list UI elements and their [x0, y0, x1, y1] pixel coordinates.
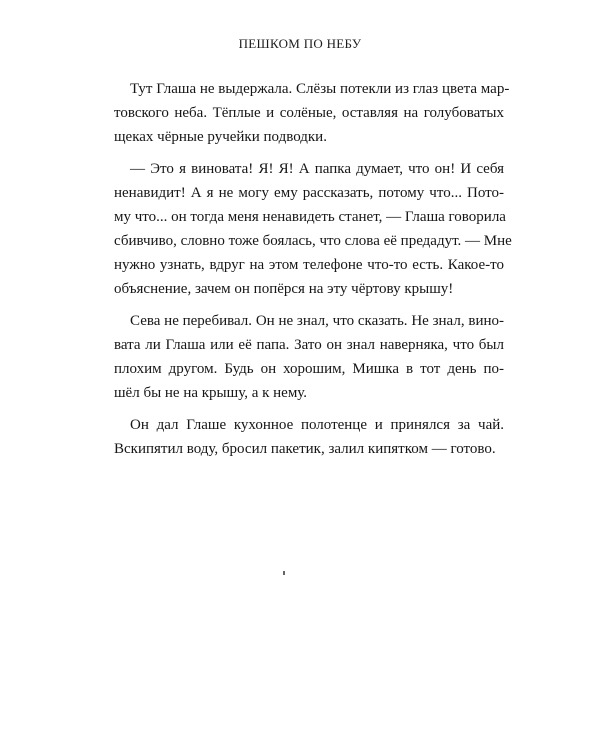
- text-line: Он дал Глаше кухонное полотенце и принялся за чай.: [130, 417, 504, 433]
- paragraph: [114, 157, 512, 301]
- text-line: му что... он тогда меня ненавидеть станет, — Глаша говорила: [114, 209, 506, 225]
- paragraph: [114, 309, 504, 405]
- text-line: сбивчиво, словно тоже боялась, что слова её предадут. — Мне: [114, 233, 512, 249]
- running-head: ПЕШКОМ ПО НЕБУ: [238, 36, 362, 51]
- text-line: вата ли Глаша или её папа. Зато он знал наверняка, что был: [114, 337, 504, 353]
- text-line: товского неба. Тёплые и солёные, оставляя на голубоватых: [114, 105, 504, 121]
- text-line: Вскипятил воду, бросил пакетик, залил кипятком — готово.: [114, 441, 496, 457]
- text-line: ненавидит! А я не могу ему рассказать, потому что... Пото-: [114, 185, 504, 201]
- text-line: шёл бы не на крышу, а к нему.: [114, 385, 308, 401]
- text-line: — Это я виновата! Я! Я! А папка думает, что он! И себя: [130, 161, 504, 177]
- body-text: [114, 77, 512, 469]
- text-line: плохим другом. Будь он хорошим, Мишка в тот день по-: [114, 361, 504, 377]
- text-line: Сева не перебивал. Он не знал, что сказать. Не знал, вино-: [130, 313, 504, 329]
- text-line: Тут Глаша не выдержала. Слёзы потекли из глаз цвета мар-: [130, 81, 510, 97]
- paragraph: [114, 413, 504, 461]
- scan-speck: [283, 571, 289, 573]
- paragraph: [114, 77, 510, 149]
- text-line: объяснение, зачем он попёрся на эту чёртову крышу!: [114, 281, 454, 297]
- text-line: щеках чёрные ручейки подводки.: [114, 129, 327, 145]
- text-line: нужно узнать, вдруг на этом телефоне что-то есть. Какое-то: [114, 257, 504, 273]
